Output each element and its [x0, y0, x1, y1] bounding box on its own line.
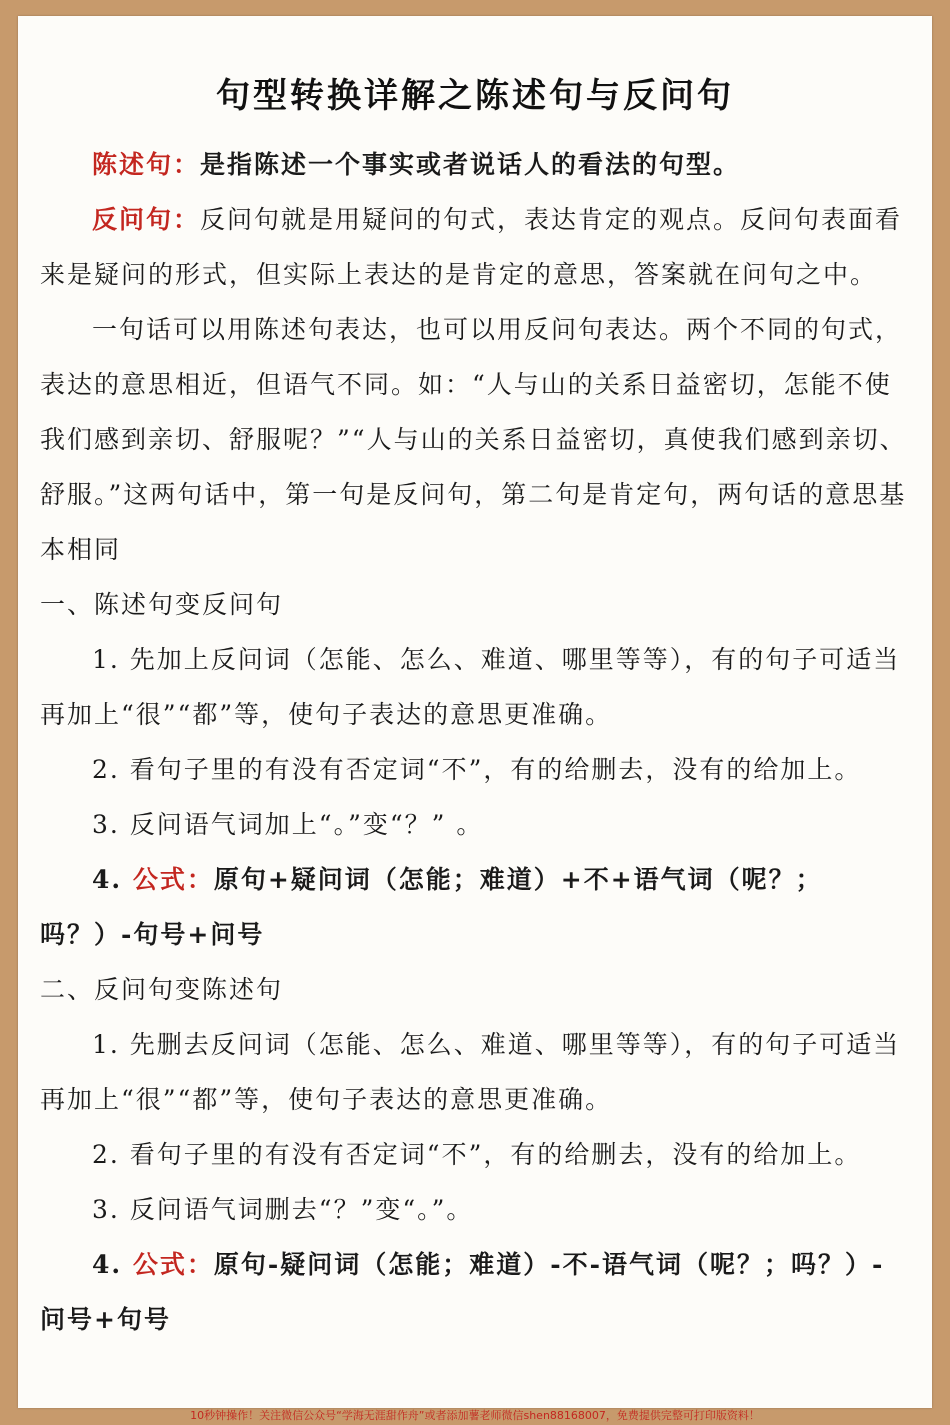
section2-heading: 二、反问句变陈述句 — [40, 974, 284, 1004]
rhetorical-definition — [40, 192, 910, 302]
section1-step4 — [40, 852, 910, 962]
footer-notice: 10秒钟操作！关注微信公众号“学海无涯甜作舟”或者添加薯老师微信shen88168007，免费提供完整可打印版资料！ — [190, 1409, 760, 1422]
explanation-paragraph: 一句话可以用陈述句表达，也可以用反问句表达。两个不同的句式，表达的意思相近，但语气不同。如：“人与山的关系日益密切，怎能不使我们感到亲切、舒服呢？”“人与山的关系日益密切，真使我们感到亲切、舒服。”这两句话中，第一句是反问句，第二句是肯定句，两句话的意思基本相同 — [40, 314, 907, 564]
section2-formula-text: 原句-疑问词（怎能；难道）-不-语气词（呢？；吗？）-问号+句号 — [40, 1249, 885, 1334]
section2-step1: 1. 先删去反问词（怎能、怎么、难道、哪里等等），有的句子可适当再加上“很”“都”等，使句子表达的意思更准确。 — [40, 1029, 901, 1114]
section2-formula-label: 公式： — [132, 1249, 214, 1279]
document-page — [18, 16, 932, 1408]
rhetorical-term: 反问句： — [92, 204, 201, 234]
statement-definition — [40, 137, 910, 192]
section1-step3: 3. 反问语气词加上“。”变“？” 。 — [92, 809, 484, 839]
page-title: 句型转换详解之陈述句与反问句 — [216, 76, 734, 116]
section1-step1: 1. 先加上反问词（怎能、怎么、难道、哪里等等），有的句子可适当再加上“很”“都”等，使句子表达的意思更准确。 — [40, 644, 901, 729]
section1-formula-label: 公式： — [132, 864, 214, 894]
section1-heading: 一、陈述句变反问句 — [40, 589, 284, 619]
statement-term: 陈述句： — [92, 149, 201, 179]
rhetorical-definition-text: 反问句就是用疑问的句式，表达肯定的观点。反问句表面看来是疑问的形式，但实际上表达的是肯定的意思，答案就在问句之中。 — [40, 204, 903, 289]
section2-step3: 3. 反问语气词删去“？”变“。”。 — [92, 1194, 474, 1224]
statement-definition-text: 是指陈述一个事实或者说话人的看法的句型。 — [200, 149, 741, 179]
section1-step4-number: 4. — [92, 864, 133, 894]
section2-step4-number: 4. — [92, 1249, 133, 1279]
section1-step2: 2. 看句子里的有没有否定词“不”，有的给删去，没有的给加上。 — [92, 754, 862, 784]
section1-formula-text: 原句+疑问词（怎能；难道）+不+语气词（呢？；吗？）-句号+问号 — [40, 864, 823, 949]
section2-step4 — [40, 1237, 910, 1347]
section2-step2: 2. 看句子里的有没有否定词“不”，有的给删去，没有的给加上。 — [92, 1139, 862, 1169]
